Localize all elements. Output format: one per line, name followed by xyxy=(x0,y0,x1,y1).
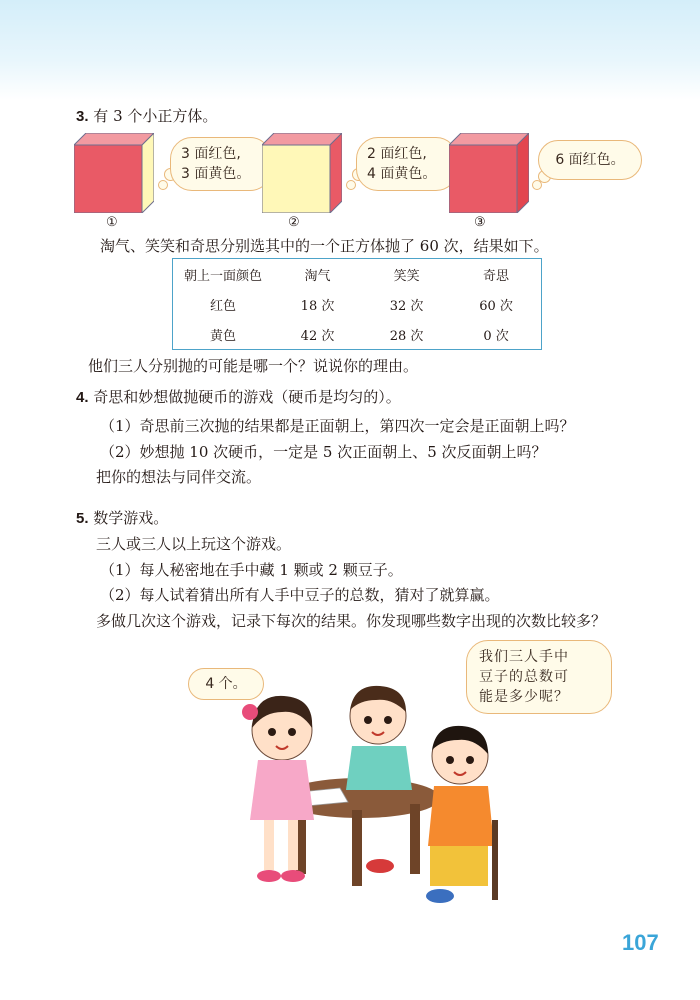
table-row xyxy=(173,319,542,350)
table-cell: 18 次 xyxy=(300,298,335,314)
speech-bubble-right-line1: 我们三人手中 xyxy=(479,649,569,665)
problem-3-title: 有 3 个小正方体。 xyxy=(93,107,218,125)
problem-5-item-2: （2）每人试着猜出所有人手中豆子的总数，猜对了就算赢。 xyxy=(100,586,500,604)
problem-3-intro: 淘气、笑笑和奇思分别选其中的一个正方体抛了 60 次，结果如下。 xyxy=(100,237,549,255)
table-leg xyxy=(410,804,420,874)
problem-5-number: 5. xyxy=(76,510,89,527)
problem-5-title: 数学游戏。 xyxy=(93,509,169,527)
problem-4-footer: 把你的想法与同伴交流。 xyxy=(96,468,262,486)
cube-3 xyxy=(449,133,529,213)
table-header: 朝上一面颜色 xyxy=(183,268,262,284)
cube-2 xyxy=(262,133,342,213)
table-cell: 红色 xyxy=(209,298,236,314)
table-leg xyxy=(352,810,362,886)
speech-bubble-right-line2: 豆子的总数可 xyxy=(479,669,569,685)
problem-4-item-1: （1）奇思前三次抛的结果都是正面朝上，第四次一定会是正面朝上吗？ xyxy=(100,417,575,435)
cube-2-label: ② xyxy=(288,215,300,230)
cube-3-bubble-line1: 6 面红色。 xyxy=(555,152,625,168)
table-header: 笑笑 xyxy=(393,268,420,284)
cube-1-label: ① xyxy=(106,215,118,230)
cube-1-bubble xyxy=(170,137,272,191)
boy-figure-right xyxy=(426,726,498,903)
page-header-band xyxy=(0,0,700,100)
table-cell: 28 次 xyxy=(389,328,424,344)
problem-5-item-1: （1）每人秘密地在手中藏 1 颗或 2 颗豆子。 xyxy=(100,561,403,579)
page-number: 107 xyxy=(622,930,659,955)
cube-2-bubble xyxy=(356,137,458,191)
problem-4-heading xyxy=(76,387,401,408)
problem-3-heading xyxy=(76,106,217,127)
speech-bubble-right-line3: 能是多少呢？ xyxy=(479,689,569,705)
table-header: 奇思 xyxy=(483,268,510,284)
speech-bubble-left-text: 4 个。 xyxy=(205,676,247,692)
table-header: 淘气 xyxy=(304,268,331,284)
table-cell: 60 次 xyxy=(479,298,513,314)
cube-2-bubble-line2: 4 面黄色。 xyxy=(367,166,437,182)
problem-4-number: 4. xyxy=(76,389,89,406)
cube-3-label: ③ xyxy=(474,215,486,230)
table-cell: 32 次 xyxy=(389,298,424,314)
problem-5-line1: 三人或三人以上玩这个游戏。 xyxy=(96,535,292,553)
problem-3-number: 3. xyxy=(76,108,89,125)
thought-puff xyxy=(346,180,356,190)
cube-1 xyxy=(74,133,154,213)
problem-5-footer: 多做几次这个游戏，记录下每次的结果。你发现哪些数字出现的次数比较多？ xyxy=(96,612,607,630)
problem-5-heading xyxy=(76,508,168,529)
thought-puff xyxy=(158,180,168,190)
table-cell: 黄色 xyxy=(209,328,236,344)
problem-4-title: 奇思和妙想做抛硬币的游戏（硬币是均匀的）。 xyxy=(93,388,401,406)
table-row xyxy=(173,289,542,319)
cube-1-bubble-line2: 3 面黄色。 xyxy=(181,166,251,182)
problem-3-question: 他们三人分别抛的可能是哪一个？说说你的理由。 xyxy=(88,357,419,375)
cube-2-bubble-line1: 2 面红色, xyxy=(367,146,427,162)
problem-4-item-2: （2）妙想抛 10 次硬币，一定是 5 次正面朝上、5 次反面朝上吗？ xyxy=(100,443,547,461)
table-cell: 42 次 xyxy=(300,328,335,344)
table-cell: 0 次 xyxy=(483,328,509,344)
cube-1-bubble-line1: 3 面红色, xyxy=(181,146,241,162)
results-table xyxy=(172,258,542,350)
table-header-row xyxy=(173,259,542,290)
children-playing-illustration xyxy=(230,670,520,910)
cube-3-bubble xyxy=(538,140,642,180)
